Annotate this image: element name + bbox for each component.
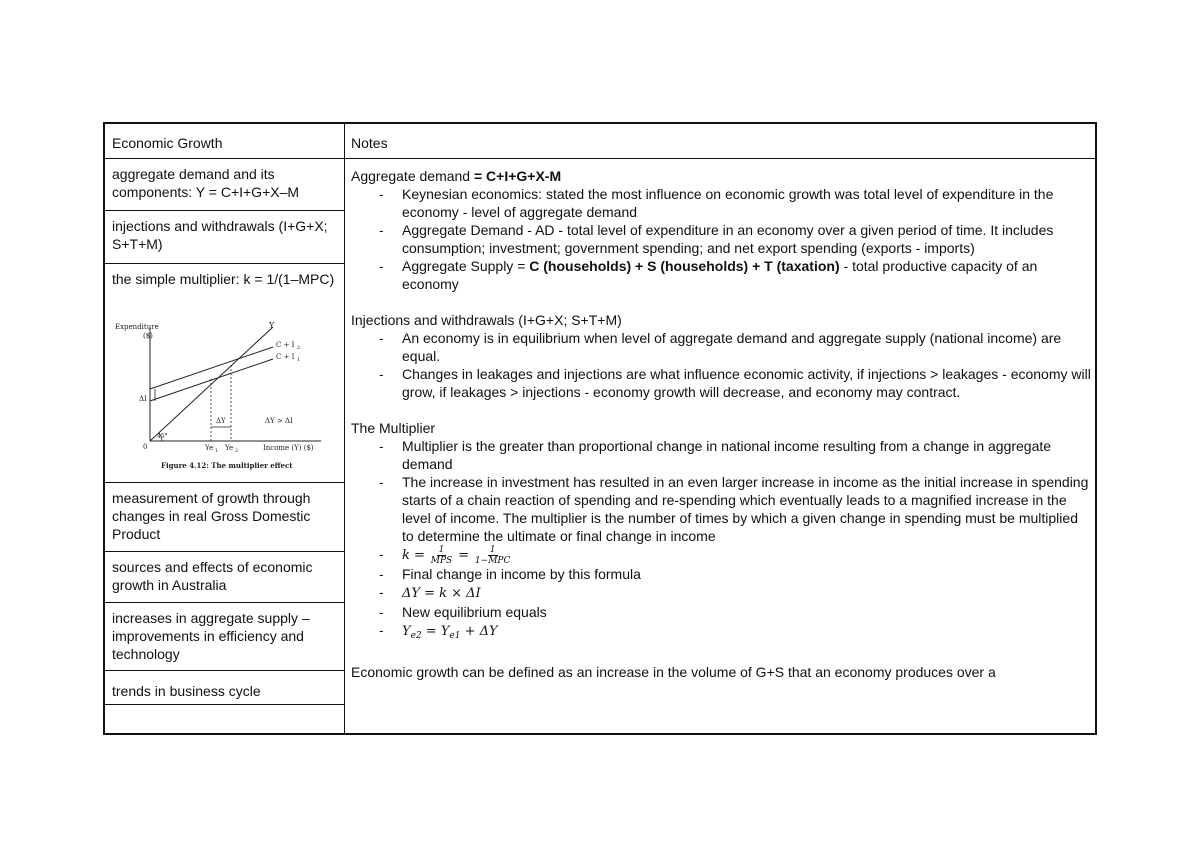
list-item: - An economy is in equilibrium when level of aggregate demand and aggregate supply (national income) are equal. — [351, 329, 1091, 365]
list-item: - Changes in leakages and injections are what influence economic activity, if injections > leakages - economy will grow, if leakages > injections - economy growth will decrease, and economy may contract. — [351, 365, 1091, 401]
figure-ylabel-unit: ($) — [143, 332, 153, 340]
list-item: - Final change in income by this formula — [351, 565, 1091, 583]
line-c-plus-i1 — [150, 359, 273, 401]
list-item: - New equilibrium equals — [351, 603, 1091, 621]
label-origin: 0 — [143, 443, 148, 451]
label-xlabel: Income (Y) ($) — [263, 444, 314, 452]
label-c-i1: C + I — [276, 353, 295, 361]
header-left: Economic Growth — [112, 135, 223, 151]
figure-caption: Figure 4.12: The multiplier effect — [161, 461, 293, 470]
formula-delta-y: - ΔY = k × ΔI — [351, 583, 1091, 603]
label-c-i1-sub: 1 — [297, 357, 301, 363]
list-item: - Aggregate Supply = C (households) + S (households) + T (taxation) - total productive capacity of an economy — [351, 257, 1091, 293]
formula-ye: - $Y_{e2} = Y_{e1} + \Delta Y$ — [351, 621, 1091, 645]
row-divider — [105, 670, 344, 671]
multiplier-figure — [113, 317, 333, 477]
line-y — [150, 327, 273, 441]
topic-multiplier-label: the simple multiplier: k = 1/(1–MPC) — [112, 271, 335, 287]
topic-multiplier — [105, 264, 344, 482]
injections-list — [351, 329, 1091, 401]
header-right: Notes — [351, 135, 388, 151]
formula-k: - k = $\frac{1}{\text{MPS}}$ = $\frac{1}{\text{1−MPC}}$ — [351, 545, 1091, 565]
injections-heading: Injections and withdrawals (I+G+X; S+T+M) — [351, 312, 622, 328]
list-item: - Multiplier is the greater than proportional change in national income resulting from a change in aggregate demand — [351, 437, 1091, 473]
topic-aggregate-supply: increases in aggregate supply – improvements in efficiency and technology — [112, 610, 310, 662]
label-c-i2-sub: 2 — [297, 345, 301, 351]
notes-content — [351, 167, 1091, 681]
label-ye2-sub: 2 — [235, 448, 239, 454]
topic-aggregate-demand: aggregate demand and its components: Y = C+I+G+X–M — [112, 166, 300, 200]
label-ye1: Ye — [205, 444, 214, 452]
column-divider — [344, 124, 345, 733]
ad-list — [351, 185, 1091, 293]
label-delta-y: ΔY — [216, 417, 226, 425]
label-angle: 45° — [157, 433, 168, 440]
growth-definition: Economic growth can be defined as an increase in the volume of G+S that an economy produces over a — [351, 664, 996, 680]
list-item: - The increase in investment has resulted in an even larger increase in income as the initial increase in spending starts of a chain reaction of spending and re-spending which eventually leads to a magnified increase in the level of income. The multiplier is the number of times by which a given change in spending must be multiplied to determine the ultimate or final change in income — [351, 473, 1091, 545]
row-divider — [105, 704, 344, 705]
ad-heading: Aggregate demand = C+I+G+X-M — [351, 168, 562, 184]
multiplier-heading: The Multiplier — [351, 420, 436, 436]
label-y: Y — [269, 321, 275, 330]
topic-injections: injections and withdrawals (I+G+X; S+T+M) — [112, 218, 328, 252]
label-delta-i: ΔI — [139, 395, 147, 403]
notes-table — [103, 122, 1097, 735]
multiplier-list — [351, 437, 1091, 645]
label-c-i2: C + I — [276, 341, 295, 349]
figure-ylabel: Expenditure — [115, 323, 159, 331]
label-delta-rel: ΔY > ΔI — [265, 417, 293, 425]
topic-sources: sources and effects of economic growth in Australia — [112, 559, 313, 593]
label-ye2: Ye — [225, 444, 234, 452]
label-ye1-sub: 1 — [215, 448, 219, 454]
list-item: - Keynesian economics: stated the most influence on economic growth was total level of expenditure in the economy - level of aggregate demand — [351, 185, 1091, 221]
list-item: - Aggregate Demand - AD - total level of expenditure in an economy over a given period of time. It includes consumption; investment; government spending; and net export spending (exports - imports) — [351, 221, 1091, 257]
topic-business-cycle: trends in business cycle — [112, 683, 261, 699]
line-c-plus-i2 — [150, 347, 273, 389]
topic-measurement: measurement of growth through changes in real Gross Domestic Product — [112, 490, 311, 542]
